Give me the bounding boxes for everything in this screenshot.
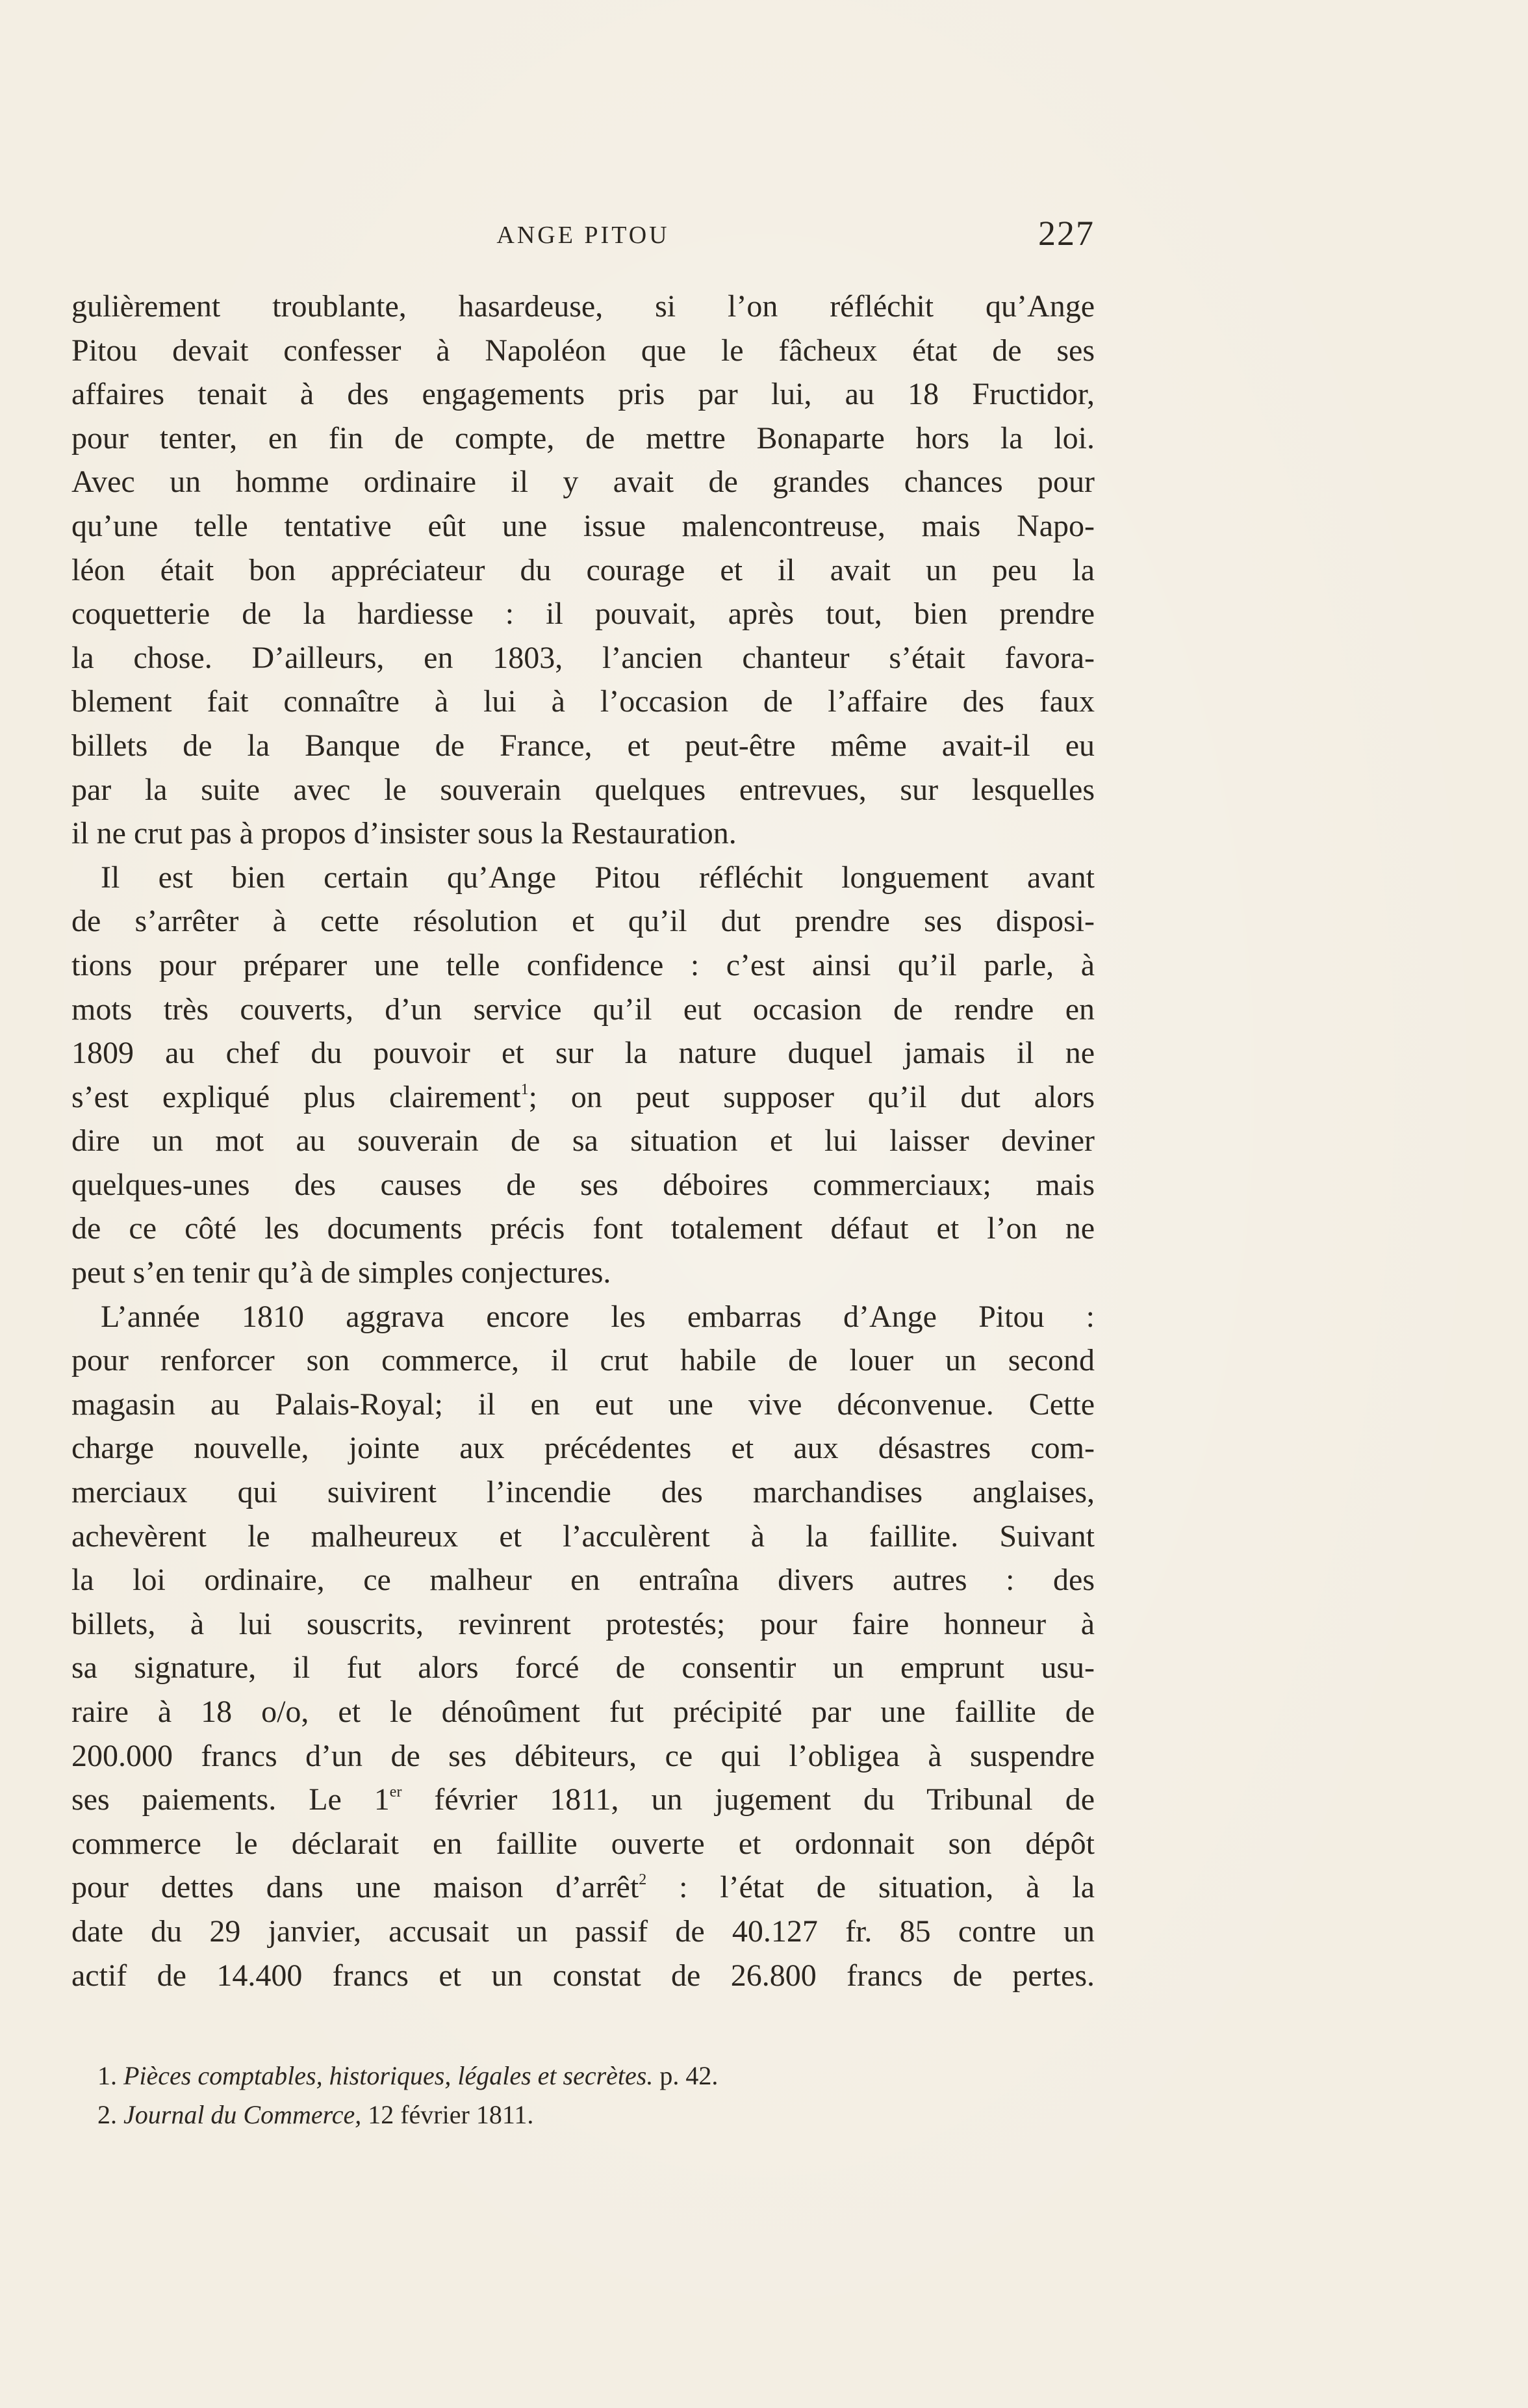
footnote-ref-2[interactable]: 2 [639,1871,647,1889]
text-line: la chose. D’ailleurs, en 1803, l’ancien chanteur s’était favora- [71,640,1095,675]
text-line: il ne crut pas à propos d’insister sous la Restauration. [71,816,737,851]
text-line: la loi ordinaire, ce malheur en entraîna divers autres : des [71,1563,1095,1598]
text-line [71,1778,1095,1822]
footnote-1 [97,2056,1072,2095]
text-line: pour tenter, en fin de compte, de mettre Bonaparte hors la loi. [71,420,1095,455]
text-line: merciaux qui suivirent l’incendie des marchandises anglaises, [71,1475,1095,1510]
text-line: Il est bien certain qu’Ange Pitou réfléchit longuement avant [101,860,1095,895]
text-line: commerce le déclarait en faillite ouverte et ordonnait son dépôt [71,1826,1095,1861]
text-line: par la suite avec le souverain quelques entrevues, sur lesquelles [71,772,1095,807]
text-line: coquetterie de la hardiesse : il pouvait, après tout, bien prendre [71,596,1095,632]
text-line: affaires tenait à des engagements pris par lui, au 18 Fructidor, [71,377,1095,412]
page-number: 227 [1038,214,1095,253]
text-segment: février 1811, un jugement du Tribunal de [401,1782,1095,1817]
text-line: blement fait connaître à lui à l’occasion de l’affaire des faux [71,684,1095,719]
text-line: quelques-unes des causes de ses déboires commerciaux; mais [71,1167,1095,1202]
text-line: Pitou devait confesser à Napoléon que le fâcheux état de ses [71,333,1095,368]
text-line: 1809 au chef du pouvoir et sur la nature duquel jamais il ne [71,1036,1095,1071]
text-line: billets, à lui souscrits, revinrent protestés; pour faire honneur à [71,1606,1095,1641]
text-line: actif de 14.400 francs et un constat de 26.800 francs de pertes. [71,1958,1095,1993]
text-line: achevèrent le malheureux et l’acculèrent à la faillite. Suivant [71,1518,1095,1554]
text-line: léon était bon appréciateur du courage et il avait un peu la [71,552,1095,587]
text-segment: ; on peut supposer qu’il dut alors [528,1079,1095,1114]
text-line: peut s’en tenir qu’à de simples conjectures. [71,1255,611,1290]
text-line: date du 29 janvier, accusait un passif de 40.127 fr. 85 contre un [71,1914,1095,1949]
text-line: 200.000 francs d’un de ses débiteurs, ce qui l’obligea à suspendre [71,1738,1095,1773]
text-line [71,1865,1095,1910]
body-text [71,285,1095,1997]
text-line: de s’arrêter à cette résolution et qu’il dut prendre ses disposi- [71,904,1095,939]
text-segment: pour dettes dans une maison d’arrêt [71,1870,639,1905]
text-line: sa signature, il fut alors forcé de consentir un emprunt usu- [71,1650,1095,1685]
footnote-ref-1[interactable]: 1 [520,1081,529,1098]
text-line [71,1075,1095,1120]
text-line: billets de la Banque de France, et peut-être même avait-il eu [71,728,1095,763]
text-line: raire à 18 o/o, et le dénoûment fut précipité par une faillite de [71,1695,1095,1729]
text-line: magasin au Palais-Royal; il en eut une vive déconvenue. Cette [71,1387,1095,1422]
text-line: de ce côté les documents précis font totalement défaut et l’on ne [71,1211,1095,1246]
footnote-source-title: Journal du Commerce, [123,2100,362,2129]
footnotes [97,2056,1072,2134]
running-title: ANGE PITOU [496,222,670,249]
text-line: qu’une telle tentative eût une issue malencontreuse, mais Napo- [71,508,1095,543]
text-segment: ses paiements. Le 1 [71,1782,390,1817]
text-line: charge nouvelle, jointe aux précédentes et aux désastres com- [71,1431,1095,1466]
text-line: Avec un homme ordinaire il y avait de grandes chances pour [71,465,1095,500]
text-segment: s’est expliqué plus clairement [71,1079,521,1114]
footnote-text: 12 février 1811. [361,2100,534,2129]
text-line: dire un mot au souverain de sa situation et lui laisser deviner [71,1123,1095,1159]
text-line: pour renforcer son commerce, il crut habile de louer un second [71,1343,1095,1378]
text-segment: : l’état de situation, à la [646,1870,1095,1905]
footnote-text: p. 42. [653,2061,719,2090]
footnote-number: 1. [97,2061,117,2090]
superscript-er: er [389,1784,402,1801]
text-line: mots très couverts, d’un service qu’il eut occasion de rendre en [71,992,1095,1027]
text-line: L’année 1810 aggrava encore les embarras d’Ange Pitou : [101,1299,1095,1334]
footnote-source-title: Pièces comptables, historiques, légales et secrètes. [123,2061,654,2090]
footnote-number: 2. [97,2100,117,2129]
text-line: tions pour préparer une telle confidence : c’est ainsi qu’il parle, à [71,947,1095,982]
text-line: gulièrement troublante, hasardeuse, si l’on réfléchit qu’Ange [71,289,1095,324]
footnote-2 [97,2095,1072,2134]
running-header [71,213,1095,259]
